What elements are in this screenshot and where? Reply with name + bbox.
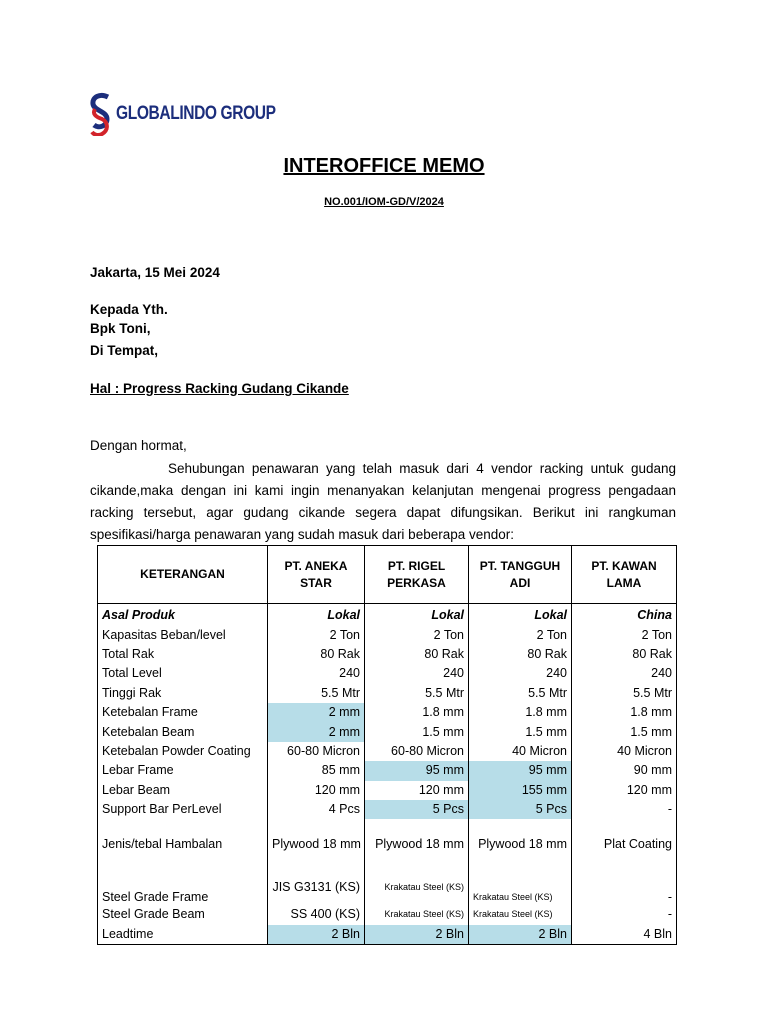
row-label: Total Rak xyxy=(98,645,268,664)
table-cell: 4 Pcs xyxy=(268,800,365,819)
table-cell-highlighted: 155 mm xyxy=(469,781,572,800)
table-cell: 80 Rak xyxy=(572,645,677,664)
table-row xyxy=(98,742,677,761)
table-cell: Krakatau Steel (KS) xyxy=(365,905,469,924)
letter-subject: Hal : Progress Racking Gudang Cikande xyxy=(90,381,349,396)
table-row xyxy=(98,869,677,905)
table-cell: SS 400 (KS) xyxy=(268,905,365,924)
greeting: Dengan hormat, xyxy=(90,438,187,453)
table-cell: 240 xyxy=(572,664,677,683)
table-row xyxy=(98,645,677,664)
table-cell: - xyxy=(572,869,677,905)
table-cell: 1.5 mm xyxy=(469,722,572,741)
table-cell: 2 Ton xyxy=(268,625,365,644)
table-row xyxy=(98,604,677,626)
row-label: Total Level xyxy=(98,664,268,683)
row-label: Asal Produk xyxy=(98,604,268,626)
table-cell: 5.5 Mtr xyxy=(268,684,365,703)
letter-date: Jakarta, 15 Mei 2024 xyxy=(90,265,220,280)
table-cell-highlighted: 5 Pcs xyxy=(469,800,572,819)
table-cell-highlighted: 2 mm xyxy=(268,722,365,741)
table-cell: 4 Bln xyxy=(572,925,677,945)
vendor-comparison-table xyxy=(97,545,677,945)
row-label: Jenis/tebal Hambalan xyxy=(98,819,268,869)
row-label: Tinggi Rak xyxy=(98,684,268,703)
table-cell: Plywood 18 mm xyxy=(365,819,469,869)
memo-title: INTEROFFICE MEMO xyxy=(283,155,485,177)
table-cell: 120 mm xyxy=(365,781,469,800)
table-cell: Plywood 18 mm xyxy=(469,819,572,869)
table-cell: 240 xyxy=(365,664,469,683)
table-row xyxy=(98,664,677,683)
row-label: Steel Grade Beam xyxy=(98,905,268,924)
table-cell: 1.8 mm xyxy=(365,703,469,722)
table-cell: 1.8 mm xyxy=(469,703,572,722)
table-cell: 120 mm xyxy=(268,781,365,800)
table-cell: 60-80 Micron xyxy=(365,742,469,761)
letter-body xyxy=(90,458,676,546)
row-label: Steel Grade Frame xyxy=(98,869,268,905)
row-label: Kapasitas Beban/level xyxy=(98,625,268,644)
table-cell: 2 Ton xyxy=(469,625,572,644)
column-header: PT. TANGGUH ADI xyxy=(469,546,572,604)
table-cell: - xyxy=(572,800,677,819)
table-cell: 90 mm xyxy=(572,761,677,780)
globalindo-logo-icon xyxy=(90,92,112,136)
table-cell: China xyxy=(572,604,677,626)
table-cell: Krakatau Steel (KS) xyxy=(469,869,572,905)
table-cell: 5.5 Mtr xyxy=(572,684,677,703)
table-cell-highlighted: 95 mm xyxy=(365,761,469,780)
recipient-line-3: Di Tempat, xyxy=(90,343,159,358)
table-cell: 2 Ton xyxy=(365,625,469,644)
row-label: Ketebalan Frame xyxy=(98,703,268,722)
table-cell: 1.8 mm xyxy=(572,703,677,722)
table-cell: 85 mm xyxy=(268,761,365,780)
table-cell: 2 Ton xyxy=(572,625,677,644)
table-cell: Plat Coating xyxy=(572,819,677,869)
recipient-line-1: Kepada Yth. xyxy=(90,302,168,317)
row-label: Support Bar PerLevel xyxy=(98,800,268,819)
table-cell: 80 Rak xyxy=(268,645,365,664)
table-cell: - xyxy=(572,905,677,924)
table-cell: 60-80 Micron xyxy=(268,742,365,761)
table-cell-highlighted: 2 Bln xyxy=(469,925,572,945)
table-cell: Lokal xyxy=(365,604,469,626)
table-cell: 40 Micron xyxy=(469,742,572,761)
table-cell: 240 xyxy=(469,664,572,683)
letter-body-text: Sehubungan penawaran yang telah masuk dari 4 vendor racking untuk gudang cikande,maka dengan ini kami ingin menanyakan kelanjutan mengenai progress pengadaan racking tersebut, agar gudang cikande segera dapat difungsikan. Berikut ini rangkuman spesifikasi/harga penawaran yang sudah masuk dari beberapa vendor: xyxy=(90,461,676,542)
table-row xyxy=(98,625,677,644)
table-cell-highlighted: 95 mm xyxy=(469,761,572,780)
table-cell: 120 mm xyxy=(572,781,677,800)
table-row xyxy=(98,905,677,924)
column-header: PT. KAWAN LAMA xyxy=(572,546,677,604)
row-label: Lebar Beam xyxy=(98,781,268,800)
table-header-row xyxy=(98,546,677,604)
table-cell: 1.5 mm xyxy=(572,722,677,741)
table-cell: 240 xyxy=(268,664,365,683)
table-cell: 5.5 Mtr xyxy=(365,684,469,703)
row-label: Lebar Frame xyxy=(98,761,268,780)
table-cell-highlighted: 2 Bln xyxy=(268,925,365,945)
table-cell-highlighted: 5 Pcs xyxy=(365,800,469,819)
table-cell: JIS G3131 (KS) xyxy=(268,869,365,905)
table-cell: Plywood 18 mm xyxy=(268,819,365,869)
table-row xyxy=(98,781,677,800)
logo-text: GLOBALINDO GROUP xyxy=(116,103,276,124)
table-cell: Krakatau Steel (KS) xyxy=(365,869,469,905)
table-cell: Lokal xyxy=(268,604,365,626)
table-cell: Krakatau Steel (KS) xyxy=(469,905,572,924)
table-row xyxy=(98,819,677,869)
table-cell-highlighted: 2 mm xyxy=(268,703,365,722)
column-header: PT. RIGEL PERKASA xyxy=(365,546,469,604)
table-cell: Lokal xyxy=(469,604,572,626)
table-cell: 80 Rak xyxy=(365,645,469,664)
recipient-line-2: Bpk Toni, xyxy=(90,321,151,336)
table-row xyxy=(98,800,677,819)
row-label: Ketebalan Beam xyxy=(98,722,268,741)
table-cell: 5.5 Mtr xyxy=(469,684,572,703)
table-row xyxy=(98,703,677,722)
memo-number: NO.001/IOM-GD/V/2024 xyxy=(324,196,444,208)
column-header: PT. ANEKA STAR xyxy=(268,546,365,604)
column-header: KETERANGAN xyxy=(98,546,268,604)
table-row xyxy=(98,684,677,703)
table-cell: 1.5 mm xyxy=(365,722,469,741)
row-label: Leadtime xyxy=(98,925,268,945)
table-cell-highlighted: 2 Bln xyxy=(365,925,469,945)
table-row xyxy=(98,925,677,945)
table-row xyxy=(98,722,677,741)
company-logo xyxy=(90,92,311,136)
table-cell: 40 Micron xyxy=(572,742,677,761)
table-cell: 80 Rak xyxy=(469,645,572,664)
row-label: Ketebalan Powder Coating xyxy=(98,742,268,761)
table-row xyxy=(98,761,677,780)
